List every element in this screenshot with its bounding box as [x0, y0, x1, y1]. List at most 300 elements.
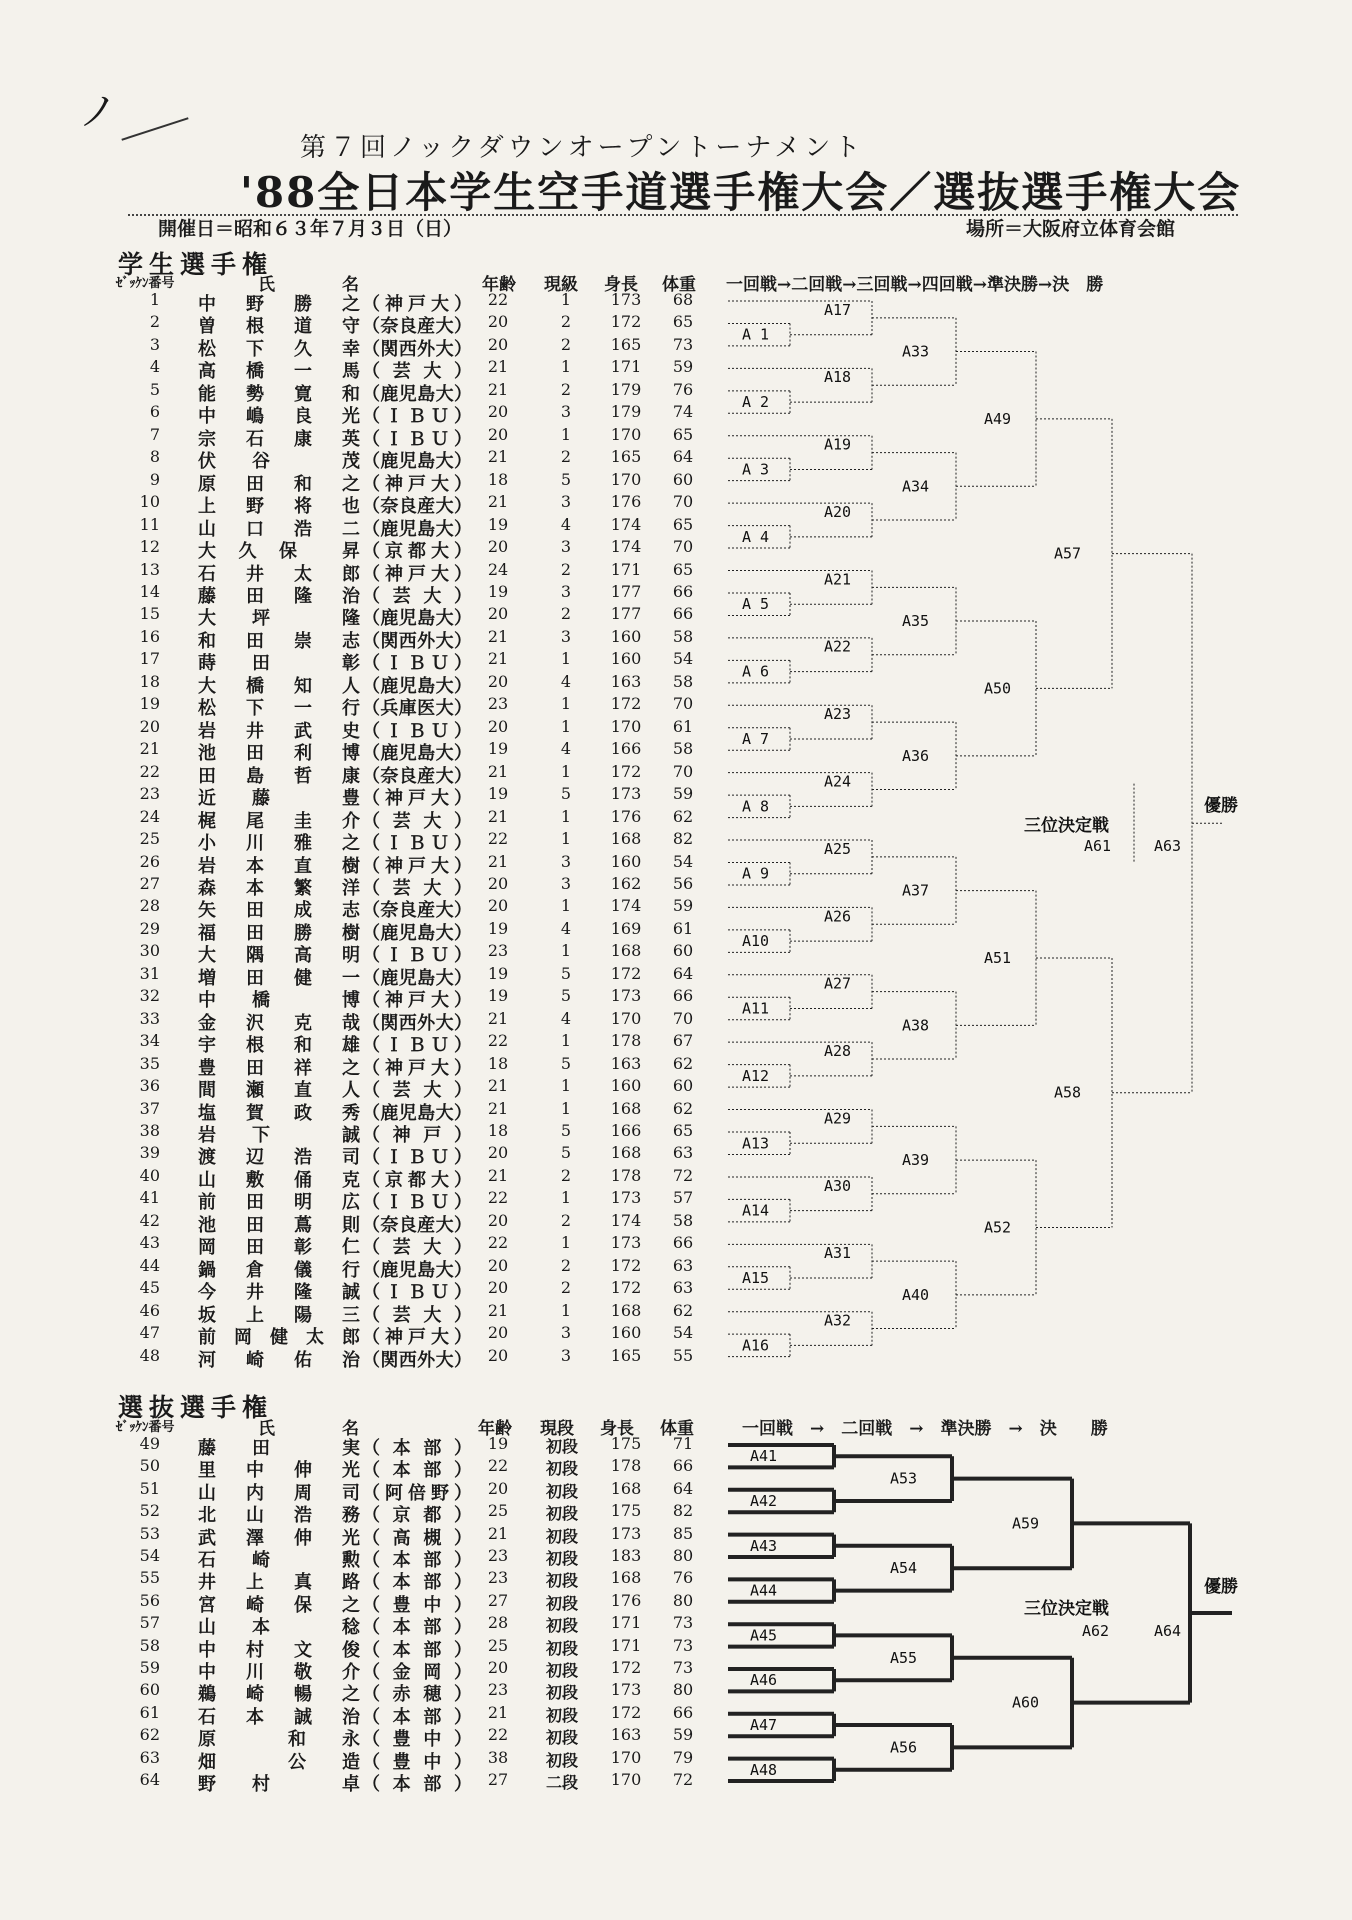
match-label: A 6	[742, 662, 770, 681]
competitor-name: 上 野 将 也	[198, 496, 360, 518]
age: 18	[487, 1053, 509, 1073]
height: 174	[610, 1210, 642, 1230]
match-label: A22	[824, 637, 852, 656]
bib-number: 6	[149, 402, 160, 422]
section2-col-height: 身長	[600, 1419, 634, 1439]
competitor-team: （ 本 部 ）	[362, 1617, 472, 1639]
competitor-team: （ 鹿 児 島 大 ）	[362, 383, 472, 405]
competitor-team: （ 芸 大 ）	[362, 361, 472, 383]
competitor-team: （ 阿 倍 野 ）	[362, 1482, 472, 1504]
age: 19	[487, 784, 509, 804]
weight: 59	[672, 357, 694, 377]
bib-number: 62	[139, 1725, 160, 1745]
competitor-team: （ 奈 良 産 大 ）	[362, 765, 472, 787]
grade: 初段	[545, 1705, 578, 1725]
age: 20	[487, 1478, 509, 1498]
weight: 63	[672, 1143, 694, 1163]
competitor-team: （ 鹿 児 島 大 ）	[362, 451, 472, 473]
bib-number: 51	[139, 1478, 160, 1498]
grade: 初段	[545, 1459, 578, 1479]
weight: 64	[672, 963, 694, 983]
match-label: A29	[824, 1109, 852, 1128]
height: 173	[610, 986, 642, 1006]
competitor-team: （ 芸 大 ）	[362, 877, 472, 899]
grade: 初段	[545, 1571, 578, 1591]
competitor-team: （ 鹿 児 島 大 ）	[362, 1259, 472, 1281]
height: 179	[610, 379, 642, 399]
bib-number: 7	[149, 424, 160, 444]
bib-number: 24	[139, 806, 160, 826]
age: 38	[487, 1747, 509, 1767]
weight: 66	[672, 604, 694, 624]
competitor-team: （ 関 西 外 大 ）	[362, 630, 472, 652]
bib-number: 22	[139, 761, 160, 781]
age: 20	[487, 716, 509, 736]
competitor-team: （ 鹿 児 島 大 ）	[362, 1102, 472, 1124]
weight: 54	[672, 1323, 694, 1343]
age: 19	[487, 514, 509, 534]
age: 25	[487, 1501, 509, 1521]
competitor-team: （ 京 都 大 ）	[362, 1169, 472, 1191]
grade: 4	[560, 1008, 572, 1028]
weight: 64	[672, 447, 694, 467]
final-match: A63	[1154, 837, 1182, 855]
weight: 60	[672, 469, 694, 489]
weight: 65	[672, 424, 694, 444]
bib-number: 61	[139, 1702, 160, 1722]
weight: 66	[672, 581, 694, 601]
age: 22	[487, 1233, 509, 1253]
weight: 79	[672, 1747, 694, 1767]
weight: 65	[672, 312, 694, 332]
grade: 5	[560, 1053, 572, 1073]
height: 173	[610, 1233, 642, 1253]
age: 20	[487, 402, 509, 422]
section2-col-no: ｾﾞｯｹﾝ番号	[116, 1420, 175, 1435]
grade: 1	[560, 1098, 572, 1118]
age: 21	[487, 1076, 509, 1096]
competitor-team: （ 鹿 児 島 大 ）	[362, 922, 472, 944]
age: 21	[487, 1523, 509, 1543]
section1-col-no: ｾﾞｯｹﾝ番号	[116, 276, 175, 291]
weight: 54	[672, 851, 694, 871]
grade: 1	[560, 1188, 572, 1208]
height: 176	[610, 1590, 642, 1610]
match-label: A55	[890, 1648, 918, 1667]
bib-number: 37	[139, 1098, 160, 1118]
competitor-name: 矢 田 成 志	[198, 900, 360, 922]
competitor-name: 池 田 利 博	[198, 743, 360, 765]
age: 20	[487, 671, 509, 691]
weight: 65	[672, 559, 694, 579]
height: 166	[610, 1121, 642, 1141]
age: 22	[487, 1188, 509, 1208]
height: 179	[610, 402, 642, 422]
competitor-team: （ 兵 庫 医 大 ）	[362, 698, 472, 720]
bib-number: 48	[139, 1345, 160, 1365]
age: 20	[487, 1323, 509, 1343]
competitor-name: 大 坪 隆	[198, 608, 360, 630]
bib-number: 27	[139, 873, 160, 893]
bib-number: 43	[139, 1233, 160, 1253]
competitor-name: 能 勢 寛 和	[198, 383, 360, 405]
age: 21	[487, 492, 509, 512]
height: 172	[610, 1702, 642, 1722]
third-place-match: A61	[1084, 837, 1112, 855]
match-label: A32	[824, 1311, 852, 1330]
bib-number: 34	[139, 1031, 160, 1051]
competitor-name: 畑 公 造	[198, 1751, 360, 1773]
height: 172	[610, 1278, 642, 1298]
competitor-team: （ 鹿 児 島 大 ）	[362, 743, 472, 765]
weight: 73	[672, 1658, 694, 1677]
grade: 3	[560, 537, 572, 557]
competitor-team: （ 本 部 ）	[362, 1572, 472, 1594]
bib-number: 58	[139, 1635, 160, 1655]
competitor-team: （ Ｉ Ｂ Ｕ ）	[362, 406, 472, 428]
match-label: A40	[902, 1285, 930, 1304]
match-label: A24	[824, 772, 852, 791]
bib-number: 17	[139, 649, 160, 669]
match-label: A16	[742, 1336, 770, 1355]
match-label: A41	[750, 1447, 778, 1466]
tournament-title: '88全日本学生空手道選手権大会／選抜選手権大会	[240, 168, 1242, 217]
age: 20	[487, 1210, 509, 1230]
weight: 85	[672, 1523, 694, 1543]
grade: 1	[560, 1300, 572, 1320]
match-label: A14	[742, 1201, 770, 1220]
height: 163	[610, 671, 642, 691]
competitor-name: 和 田 崇 志	[198, 630, 360, 652]
competitor-name: 大 久 保 昇	[198, 541, 360, 563]
grade: 4	[560, 671, 572, 691]
age: 23	[487, 1546, 509, 1565]
match-label: A17	[824, 300, 852, 319]
height: 171	[610, 559, 642, 579]
competitor-team: （ Ｉ Ｂ Ｕ ）	[362, 653, 472, 675]
bib-number: 12	[139, 537, 160, 557]
height: 172	[610, 963, 642, 983]
age: 23	[487, 694, 509, 714]
height: 172	[610, 1255, 642, 1275]
weight: 70	[672, 1008, 694, 1028]
age: 23	[487, 1568, 509, 1588]
grade: 1	[560, 290, 572, 309]
match-label: A42	[750, 1492, 778, 1510]
weight: 54	[672, 649, 694, 669]
section2-col-grade: 現段	[540, 1419, 574, 1439]
age: 23	[487, 941, 509, 961]
bib-number: 55	[139, 1568, 160, 1588]
weight: 58	[672, 671, 694, 691]
competitor-team: （ 豊 中 ）	[362, 1594, 472, 1616]
grade: 初段	[545, 1728, 578, 1748]
match-label: A20	[824, 502, 852, 521]
competitor-name: 石 崎 勲	[198, 1550, 360, 1571]
match-label: A47	[750, 1716, 778, 1734]
match-label: A12	[742, 1066, 770, 1085]
section2-rounds-header: 一回戦 → 二回戦 → 準決勝 → 決 勝	[742, 1419, 1108, 1439]
competitor-name: 中 野 勝 之	[198, 294, 360, 315]
match-label: A35	[902, 612, 930, 631]
height: 174	[610, 514, 642, 534]
weight: 70	[672, 537, 694, 557]
grade: 5	[560, 986, 572, 1006]
age: 21	[487, 447, 509, 467]
competitor-name: 小 川 雅 之	[198, 833, 360, 855]
height: 165	[610, 1345, 642, 1365]
competitor-team: （ 奈 良 産 大 ）	[362, 900, 472, 922]
bib-number: 18	[139, 671, 160, 691]
competitor-name: 前 田 明 広	[198, 1192, 360, 1214]
weight: 58	[672, 739, 694, 759]
height: 160	[610, 1076, 642, 1096]
height: 170	[610, 1770, 642, 1789]
match-label: A28	[824, 1042, 852, 1061]
age: 21	[487, 649, 509, 669]
competitor-team: （ 芸 大 ）	[362, 810, 472, 832]
section1-col-grade: 現級	[544, 275, 578, 295]
competitor-team: （ 本 部 ）	[362, 1460, 472, 1482]
weight: 67	[672, 1031, 694, 1051]
third-place-label: 三位決定戦	[1024, 816, 1109, 836]
match-label: A43	[750, 1536, 778, 1555]
grade: 1	[560, 649, 572, 669]
height: 165	[610, 447, 642, 467]
height: 170	[610, 716, 642, 736]
match-label: A13	[742, 1134, 770, 1153]
weight: 73	[672, 1635, 694, 1655]
competitor-name: 中 嶋 良 光	[198, 406, 360, 428]
competitor-name: 山 敷 俑 克	[198, 1169, 360, 1191]
competitor-name: 宗 石 康 英	[198, 428, 360, 450]
bib-number: 33	[139, 1008, 160, 1028]
height: 173	[610, 1188, 642, 1208]
grade: 3	[560, 581, 572, 601]
weight: 66	[672, 1456, 694, 1476]
competitor-name: 田 島 哲 康	[198, 765, 360, 787]
grade: 4	[560, 918, 572, 938]
bib-number: 40	[139, 1165, 160, 1185]
grade: 2	[560, 604, 572, 624]
weight: 72	[672, 1165, 694, 1185]
weight: 59	[672, 896, 694, 916]
match-label: A21	[824, 570, 852, 589]
weight: 57	[672, 1188, 694, 1208]
age: 25	[487, 1635, 509, 1655]
height: 171	[610, 1635, 642, 1655]
bib-number: 9	[149, 469, 160, 489]
weight: 56	[672, 873, 694, 893]
competitor-name: 原 田 和 之	[198, 473, 360, 495]
competitor-name: 原 和 永	[198, 1729, 360, 1751]
section2-col-age: 年齢	[478, 1419, 512, 1439]
height: 168	[610, 1478, 642, 1498]
match-label: A15	[742, 1269, 770, 1288]
bib-number: 31	[139, 963, 160, 983]
height: 174	[610, 537, 642, 557]
section1-col-name1: 氏	[258, 275, 275, 295]
competitor-name: 坂 上 陽 三	[198, 1304, 360, 1326]
competitor-name: 山 内 周 司	[198, 1482, 360, 1504]
competitor-team: （ 高 槻 ）	[362, 1527, 472, 1549]
match-label: A11	[742, 999, 770, 1018]
competitor-team: （ 京 都 大 ）	[362, 541, 472, 563]
age: 27	[487, 1590, 509, 1610]
grade: 1	[560, 1233, 572, 1253]
bib-number: 25	[139, 829, 160, 849]
competitor-name: 岩 本 直 樹	[198, 855, 360, 877]
height: 165	[610, 334, 642, 354]
bib-number: 29	[139, 918, 160, 938]
bib-number: 10	[139, 492, 160, 512]
match-label: A60	[1012, 1693, 1040, 1712]
competitor-team: （ Ｉ Ｂ Ｕ ）	[362, 720, 472, 742]
weight: 73	[672, 334, 694, 354]
competitor-team: （ 関 西 外 大 ）	[362, 338, 472, 360]
height: 171	[610, 357, 642, 377]
competitor-name: 武 澤 伸 光	[198, 1527, 360, 1549]
competitor-name: 野 村 卓	[198, 1774, 360, 1795]
age: 21	[487, 1300, 509, 1320]
match-label: A10	[742, 932, 770, 951]
age: 22	[487, 290, 509, 309]
competitor-name: 石 井 太 郎	[198, 563, 360, 585]
weight: 80	[672, 1546, 694, 1565]
bib-number: 21	[139, 739, 160, 759]
bib-number: 53	[139, 1523, 160, 1543]
weight: 58	[672, 1210, 694, 1230]
competitor-team: （ 神 戸 大 ）	[362, 473, 472, 495]
bib-number: 52	[139, 1501, 160, 1521]
height: 160	[610, 851, 642, 871]
age: 21	[487, 806, 509, 826]
age: 19	[487, 1434, 509, 1453]
age: 21	[487, 851, 509, 871]
height: 160	[610, 1323, 642, 1343]
match-label: A 8	[742, 797, 770, 816]
height: 163	[610, 1053, 642, 1073]
competitor-name: 北 山 浩 務	[198, 1505, 360, 1527]
weight: 62	[672, 1053, 694, 1073]
weight: 58	[672, 626, 694, 646]
age: 21	[487, 1702, 509, 1722]
competitor-name: 間 瀬 直 人	[198, 1080, 360, 1102]
competitor-team: （ 関 西 外 大 ）	[362, 1349, 472, 1371]
height: 166	[610, 739, 642, 759]
competitor-name: 福 田 勝 樹	[198, 922, 360, 944]
height: 172	[610, 694, 642, 714]
age: 20	[487, 1143, 509, 1163]
match-label: A33	[902, 342, 930, 361]
competitor-name: 伏 谷 茂	[198, 451, 360, 473]
age: 19	[487, 986, 509, 1006]
age: 20	[487, 604, 509, 624]
grade: 初段	[545, 1593, 578, 1613]
competitor-name: 中 川 敬 介	[198, 1662, 360, 1683]
height: 160	[610, 649, 642, 669]
match-label: A51	[984, 948, 1012, 967]
bib-number: 13	[139, 559, 160, 579]
grade: 初段	[545, 1616, 578, 1636]
age: 19	[487, 918, 509, 938]
section1-col-age: 年齢	[482, 275, 516, 295]
section2-col-name1: 氏	[258, 1419, 275, 1439]
weight: 60	[672, 941, 694, 961]
competitor-team: （ 鹿 児 島 大 ）	[362, 967, 472, 989]
height: 160	[610, 626, 642, 646]
age: 21	[487, 1165, 509, 1185]
match-label: A27	[824, 974, 852, 993]
grade: 初段	[545, 1683, 578, 1703]
competitor-name: 増 田 健 一	[198, 967, 360, 989]
competitor-team: （ 芸 大 ）	[362, 1304, 472, 1326]
age: 20	[487, 1278, 509, 1298]
age: 20	[487, 334, 509, 354]
competitor-name: 石 本 誠 治	[198, 1706, 360, 1728]
match-label: A 1	[742, 325, 770, 344]
age: 21	[487, 1098, 509, 1118]
height: 183	[610, 1546, 642, 1565]
grade: 二段	[545, 1773, 578, 1792]
age: 21	[487, 761, 509, 781]
bib-number: 47	[139, 1323, 160, 1343]
age: 22	[487, 1031, 509, 1051]
match-label: A49	[984, 409, 1012, 428]
competitor-team: （ 神 戸 大 ）	[362, 294, 472, 315]
height: 171	[610, 1613, 642, 1633]
weight: 76	[672, 379, 694, 399]
match-label: A38	[902, 1016, 930, 1035]
bib-number: 19	[139, 694, 160, 714]
weight: 80	[672, 1680, 694, 1700]
age: 21	[487, 357, 509, 377]
competitor-name: 豊 田 祥 之	[198, 1057, 360, 1079]
height: 168	[610, 1143, 642, 1163]
match-label: A25	[824, 839, 852, 858]
grade: 2	[560, 559, 572, 579]
competitor-name: 大 橋 知 人	[198, 675, 360, 697]
grade: 1	[560, 716, 572, 736]
height: 173	[610, 1680, 642, 1700]
match-label: A56	[890, 1738, 918, 1757]
age: 28	[487, 1613, 509, 1633]
match-label: A 7	[742, 729, 770, 748]
grade: 4	[560, 514, 572, 534]
grade: 初段	[545, 1661, 578, 1680]
match-label: A46	[750, 1671, 778, 1690]
competitor-name: 森 本 繁 洋	[198, 877, 360, 899]
match-label: A50	[984, 679, 1012, 698]
grade: 3	[560, 492, 572, 512]
match-label: A34	[902, 477, 930, 496]
height: 177	[610, 604, 642, 624]
bib-number: 38	[139, 1121, 160, 1141]
competitor-name: 中 村 文 俊	[198, 1639, 360, 1661]
bib-number: 59	[139, 1658, 160, 1677]
weight: 65	[672, 514, 694, 534]
age: 20	[487, 312, 509, 332]
height: 162	[610, 873, 642, 893]
bib-number: 36	[139, 1076, 160, 1096]
bib-number: 3	[149, 334, 160, 354]
grade: 3	[560, 402, 572, 422]
section1-col-height: 身長	[604, 275, 638, 295]
height: 168	[610, 1568, 642, 1588]
competitor-team: （ Ｉ Ｂ Ｕ ）	[362, 833, 472, 855]
height: 173	[610, 784, 642, 804]
competitor-name: 宮 崎 保 之	[198, 1594, 360, 1616]
